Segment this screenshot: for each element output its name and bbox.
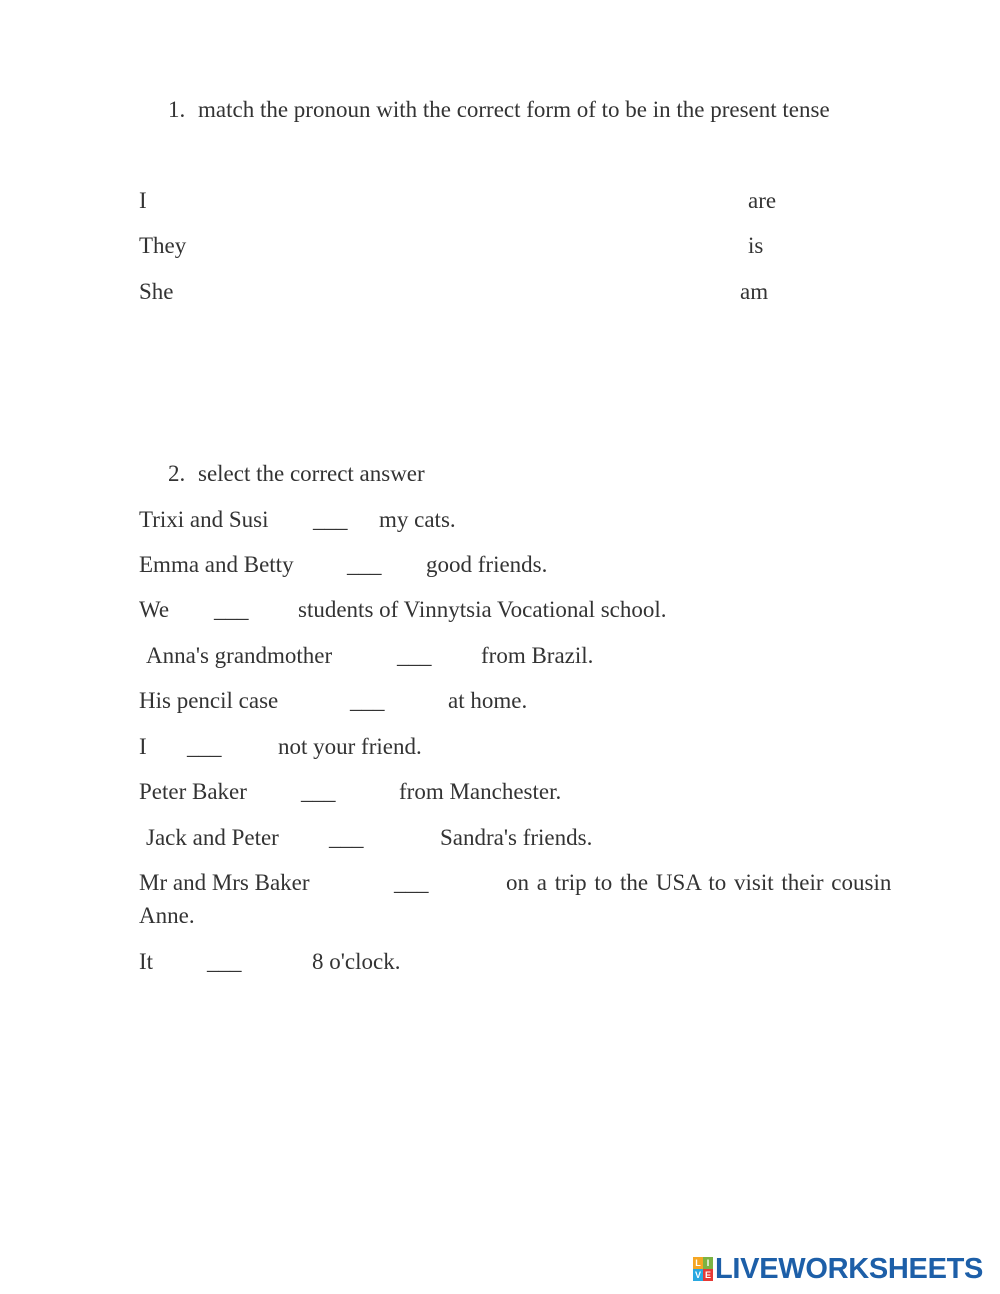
pronoun-item[interactable]: She	[139, 279, 174, 304]
liveworksheets-logo	[693, 1252, 984, 1285]
verb-item[interactable]: is	[748, 233, 764, 258]
sentence-end: good friends.	[426, 552, 548, 577]
pronoun-item[interactable]: I	[139, 188, 147, 213]
answer-blank[interactable]: ___	[313, 507, 348, 532]
sentence-start: Jack and Peter	[146, 825, 279, 850]
answer-blank[interactable]: ___	[350, 688, 385, 713]
verb-item[interactable]: am	[740, 279, 769, 304]
sentence-end: at home.	[448, 688, 528, 713]
sentence-start: His pencil case	[139, 688, 279, 713]
sentence-end: on a trip to the USA to visit their cousin	[506, 870, 892, 895]
answer-blank[interactable]: ___	[394, 870, 429, 895]
logo-mark-letter: I	[703, 1257, 713, 1269]
sentence-end: students of Vinnytsia Vocational school.	[298, 597, 667, 622]
sentence-start: I	[139, 734, 147, 759]
sentence-end: not your friend.	[278, 734, 422, 759]
verb-item[interactable]: are	[748, 188, 777, 213]
answer-blank[interactable]: ___	[397, 643, 432, 668]
exercise-1-instruction: match the pronoun with the correct form of to be in the present tense	[198, 97, 830, 122]
sentence-start: Mr and Mrs Baker	[139, 870, 310, 895]
logo-mark-letter: L	[693, 1257, 703, 1269]
logo-mark-letter: V	[694, 1270, 701, 1280]
sentence-start: Peter Baker	[139, 779, 247, 804]
sentence-end-continued: Anne.	[139, 903, 195, 928]
sentence-end: Sandra's friends.	[440, 825, 593, 850]
sentence-end: from Brazil.	[481, 643, 594, 668]
sentence-end: my cats.	[379, 507, 456, 532]
answer-blank[interactable]: ___	[207, 949, 242, 974]
exercise-1-number: 1.	[168, 97, 186, 122]
sentence-end: 8 o'clock.	[312, 949, 401, 974]
answer-blank[interactable]: ___	[187, 734, 222, 759]
answer-blank[interactable]: ___	[329, 825, 364, 850]
sentence-end: from Manchester.	[399, 779, 562, 804]
answer-blank[interactable]: ___	[301, 779, 336, 804]
liveworksheets-logo-icon	[693, 1257, 713, 1281]
sentence-start: Trixi and Susi	[139, 507, 269, 532]
sentence-start: We	[139, 597, 170, 622]
answer-blank[interactable]: ___	[214, 597, 249, 622]
pronoun-item[interactable]: They	[139, 233, 187, 258]
answer-blank[interactable]: ___	[347, 552, 382, 577]
exercise-2-instruction: select the correct answer	[198, 461, 425, 486]
logo-mark-letter: E	[704, 1270, 711, 1280]
sentence-start: Anna's grandmother	[146, 643, 333, 668]
liveworksheets-logo-text: LIVEWORKSHEETS	[715, 1252, 984, 1285]
sentence-start: Emma and Betty	[139, 552, 294, 577]
sentence-start: It	[139, 949, 154, 974]
exercise-2-number: 2.	[168, 461, 186, 486]
